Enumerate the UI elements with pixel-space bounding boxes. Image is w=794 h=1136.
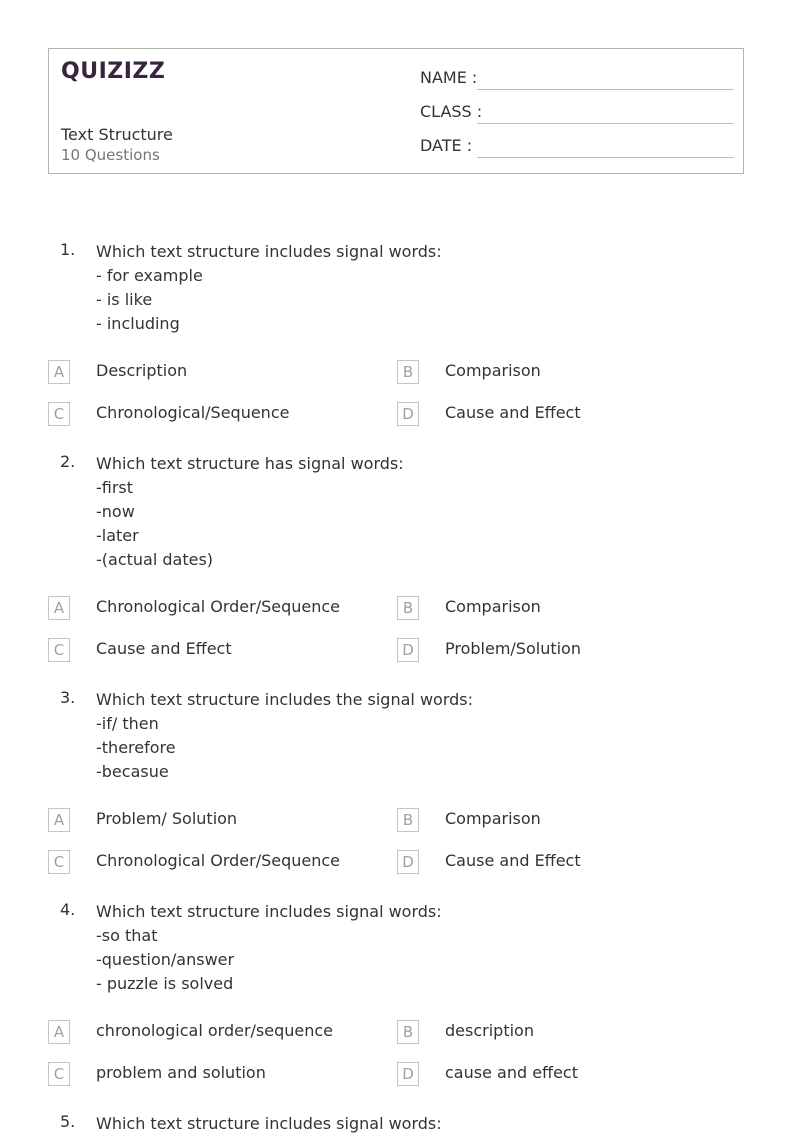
option-text: Description bbox=[96, 361, 188, 380]
option-text: Problem/ Solution bbox=[96, 809, 238, 828]
option-text: Comparison bbox=[445, 361, 541, 380]
question-line: -now bbox=[96, 502, 135, 521]
option-text: Cause and Effect bbox=[445, 403, 581, 422]
question-line: -becasue bbox=[96, 762, 169, 781]
option-letter: D bbox=[397, 850, 419, 874]
option-text: Comparison bbox=[445, 597, 541, 616]
option-letter: A bbox=[48, 1020, 70, 1044]
question-line: Which text structure has signal words: bbox=[96, 454, 404, 473]
question-text bbox=[96, 240, 442, 336]
question-line: - including bbox=[96, 314, 180, 333]
name-line bbox=[477, 89, 734, 90]
question-line: - is like bbox=[96, 290, 153, 309]
date-label: DATE : bbox=[420, 136, 473, 155]
option-text: Cause and Effect bbox=[445, 851, 581, 870]
question-number: 1. bbox=[60, 240, 76, 259]
option-letter: C bbox=[48, 402, 70, 426]
question-number: 3. bbox=[60, 688, 76, 707]
option-text: Problem/Solution bbox=[445, 639, 581, 658]
name-label: NAME : bbox=[420, 68, 478, 87]
question-line: -so that bbox=[96, 926, 158, 945]
name-field[interactable] bbox=[420, 68, 734, 90]
option-letter: D bbox=[397, 1062, 419, 1086]
worksheet-title: Text Structure bbox=[61, 125, 173, 144]
question-line: -(actual dates) bbox=[96, 550, 214, 569]
option-text: Cause and Effect bbox=[96, 639, 232, 658]
question-line: -therefore bbox=[96, 738, 176, 757]
question-text bbox=[96, 900, 442, 996]
option-letter: C bbox=[48, 850, 70, 874]
question-line: Which text structure includes signal words: bbox=[96, 242, 442, 261]
option-letter: C bbox=[48, 1062, 70, 1086]
question-line: Which text structure includes signal words: bbox=[96, 902, 442, 921]
option-letter: B bbox=[397, 808, 419, 832]
option-text: Chronological Order/Sequence bbox=[96, 851, 341, 870]
question-number: 4. bbox=[60, 900, 76, 919]
option-text: Chronological/Sequence bbox=[96, 403, 290, 422]
question-line: -question/answer bbox=[96, 950, 235, 969]
question-number: 5. bbox=[60, 1112, 76, 1131]
worksheet-header bbox=[48, 48, 744, 174]
option-letter: D bbox=[397, 402, 419, 426]
option-letter: B bbox=[397, 596, 419, 620]
question-line: Which text structure includes signal words: bbox=[96, 1114, 442, 1133]
date-line bbox=[477, 157, 734, 158]
option-text: Chronological Order/Sequence bbox=[96, 597, 341, 616]
option-letter: C bbox=[48, 638, 70, 662]
option-letter: B bbox=[397, 1020, 419, 1044]
question-text bbox=[96, 688, 473, 784]
question-text bbox=[96, 452, 404, 572]
question-number: 2. bbox=[60, 452, 76, 471]
option-text: cause and effect bbox=[445, 1063, 578, 1082]
question-line: Which text structure includes the signal words: bbox=[96, 690, 473, 709]
question-line: -later bbox=[96, 526, 139, 545]
option-letter: B bbox=[397, 360, 419, 384]
class-field[interactable] bbox=[420, 102, 734, 124]
option-letter: A bbox=[48, 596, 70, 620]
option-text: chronological order/sequence bbox=[96, 1021, 334, 1040]
option-text: Comparison bbox=[445, 809, 541, 828]
question-line: -first bbox=[96, 478, 134, 497]
quizizz-logo: QUIZIZZ bbox=[61, 59, 166, 84]
option-text: description bbox=[445, 1021, 534, 1040]
option-text: problem and solution bbox=[96, 1063, 266, 1082]
question-text bbox=[96, 1112, 442, 1136]
question-line: - for example bbox=[96, 266, 203, 285]
option-letter: D bbox=[397, 638, 419, 662]
question-count: 10 Questions bbox=[61, 146, 160, 164]
option-letter: A bbox=[48, 808, 70, 832]
class-label: CLASS : bbox=[420, 102, 483, 121]
question-line: -if/ then bbox=[96, 714, 159, 733]
question-line: - puzzle is solved bbox=[96, 974, 234, 993]
class-line bbox=[477, 123, 734, 124]
option-letter: A bbox=[48, 360, 70, 384]
date-field[interactable] bbox=[420, 136, 734, 158]
